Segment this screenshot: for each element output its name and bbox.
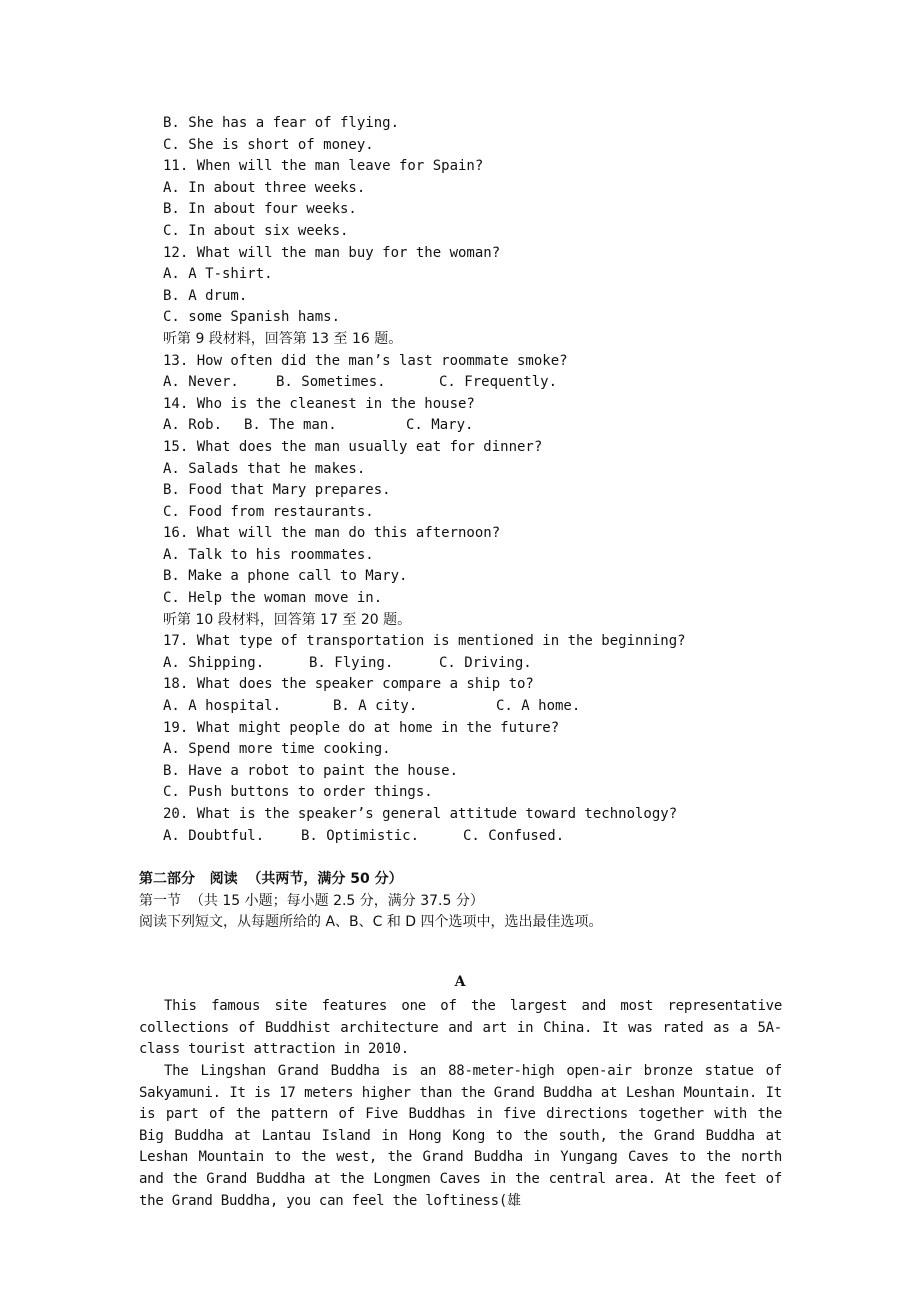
passage-paragraph: The Lingshan Grand Buddha is an 88-meter-high open-air bronze statue of Sakyamuni. It is 17 meters higher than the Grand Buddha at Leshan Mountain. It is part of the pattern of Five Buddhas in five directions together with the Big Buddha at Lantau Island in Hong Kong to the south, the Grand Buddha at Leshan Mountain to the west, the Grand Buddha in Yungang Caves to the north and the Grand Buddha at the Longmen Caves in the central area. At the feet of the Grand Buddha, you can feel the loftiness(雄 [139,1063,782,1209]
reading-instruction: 阅读下列短文，从每题所给的 A、B、C 和 D 四个选项中，选出最佳选项。 [139,914,603,930]
option: B. Sometimes. [276,374,386,391]
option: C. Mary. [406,417,474,434]
section-instruction: 听第 9 段材料，回答第 13 至 16 题。 [163,330,403,347]
question-line: 13. How often did the man’s last roommate smoke? [163,352,568,369]
option: B. Optimistic. [301,827,420,844]
part-two-heading: 第二部分 阅读 （共两节，满分 50 分） [139,871,403,887]
options-row [163,696,783,718]
option: B. A city. [333,698,418,715]
question-line: 16. What will the man do this afternoon? [163,525,501,542]
option: C. Confused. [463,827,565,844]
option-line: B. A drum. [163,287,248,304]
section-instruction: 听第 10 段材料，回答第 17 至 20 题。 [163,611,412,628]
option-line: A. Salads that he makes. [163,460,366,477]
option-line: A. Spend more time cooking. [163,741,391,758]
option: A. Never. [163,374,239,391]
option: A. Rob. [163,417,223,434]
option-line: B. Have a robot to paint the house. [163,762,459,779]
option-line: C. Push buttons to order things. [163,784,433,801]
option-line: C. In about six weeks. [163,222,349,239]
option-line: B. Make a phone call to Mary. [163,568,408,585]
options-row [163,415,783,437]
option-line: B. In about four weeks. [163,201,357,218]
question-line: 17. What type of transportation is mentioned in the beginning? [163,633,686,650]
section-one-heading: 第一节 （共 15 小题；每小题 2.5 分，满分 37.5 分） [139,893,484,909]
options-row [163,653,783,675]
option: B. Flying. [309,654,394,671]
question-line: 19. What might people do at home in the future? [163,719,560,736]
option-line: A. In about three weeks. [163,179,366,196]
option: A. A hospital. [163,698,282,715]
option-line: B. She has a fear of flying. [163,115,400,131]
option: A. Doubtful. [163,827,265,844]
passage-paragraph: This famous site features one of the largest and most representative collections of Buddhist architecture and art in China. It was rated as a 5A-class tourist attraction in 2010. [139,998,782,1058]
option: C. Frequently. [439,374,558,391]
question-line: 14. Who is the cleanest in the house? [163,395,475,412]
question-line: 18. What does the speaker compare a ship to? [163,676,534,693]
option-line: C. some Spanish hams. [163,309,341,326]
option-line: C. Food from restaurants. [163,503,374,520]
option: A. Shipping. [163,654,265,671]
question-line: 12. What will the man buy for the woman? [163,244,501,261]
question-line: 20. What is the speaker’s general attitude toward technology? [163,806,678,822]
question-line: 15. What does the man usually eat for dinner? [163,438,543,455]
option-line: B. Food that Mary prepares. [163,482,391,499]
option: B. The man. [244,417,337,434]
option-line: C. She is short of money. [163,136,374,153]
option-line: A. Talk to his roommates. [163,546,374,563]
option: C. Driving. [439,654,532,671]
option: C. A home. [496,698,581,715]
listening-section [163,113,783,847]
option-line: C. Help the woman move in. [163,590,383,607]
options-row [163,372,783,394]
option-line: A. A T-shirt. [163,266,273,283]
passage-letter: A [454,974,466,990]
options-row [163,826,783,848]
question-line: 11. When will the man leave for Spain? [163,158,484,175]
